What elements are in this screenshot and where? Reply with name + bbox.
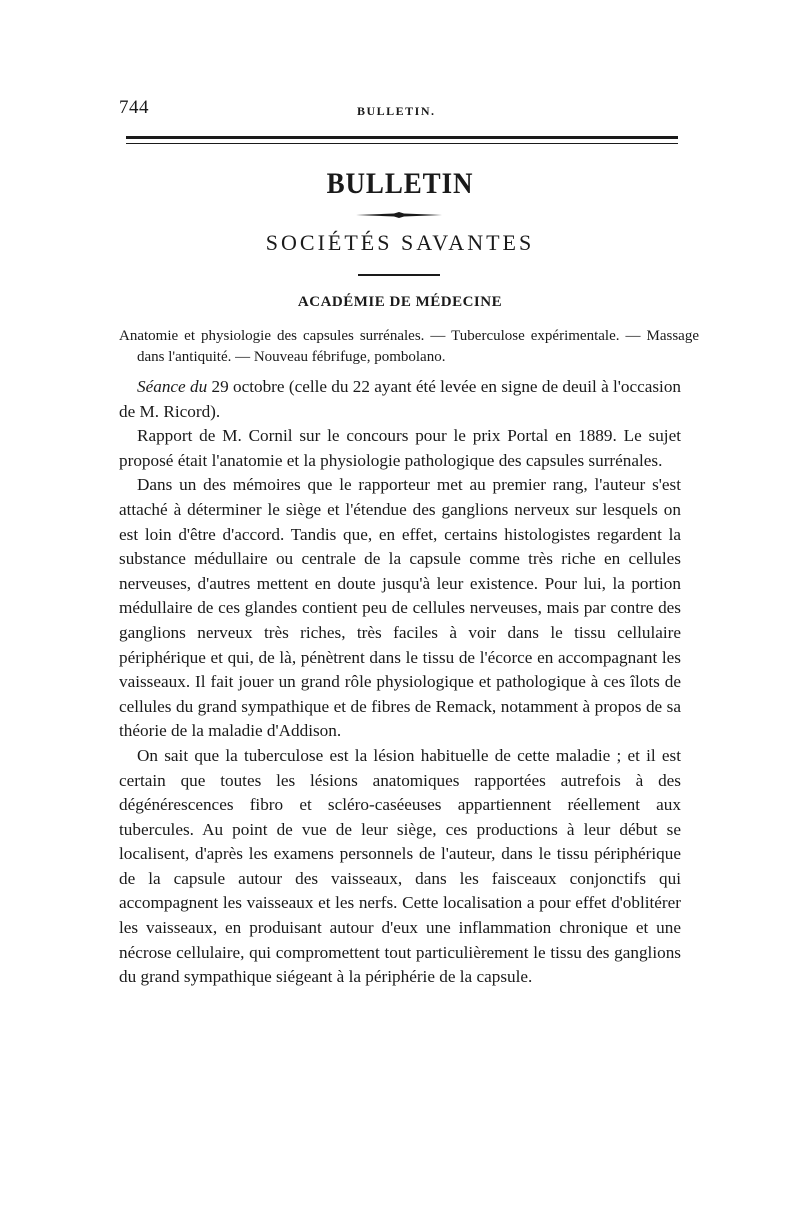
paragraph: Dans un des mémoires que le rapporteur met au premier rang, l'auteur s'est attaché à déterminer le siège et l'étendue des ganglions nerveux sur lesquels on est loin d'être d'accord. Tandis que, en effet, certains histologistes regardent la substance médullaire ou centrale de la capsule comme très riche en cellules nerveuses, d'autres mettent en doute jusqu'à leur existence. Pour lui, la portion médullaire de ces glandes contient peu de cellules nerveuses, mais par contre des ganglions nerveux très riches, très faciles à voir dans le tissu cellulaire périphérique et qui, de là, pénètrent dans le tissu de l'écorce en accompagnant les vaisseaux. Il fait jouer un grand rôle physiologique et pathologique à ces îlots de cellules du grand sympathique et de fibres de Remack, notamment à propos de sa théorie de la maladie d'Addison. xyxy=(119,475,681,741)
session-line xyxy=(119,375,681,424)
session-date: 29 octobre xyxy=(211,377,285,396)
paragraph: Rapport de M. Cornil sur le concours pour le prix Portal en 1889. Le sujet proposé était l'anatomie et la physiologie pathologique des capsules surrénales. xyxy=(119,426,681,470)
header-rule-thick xyxy=(126,136,678,139)
page-number: 744 xyxy=(119,97,149,118)
article-body xyxy=(119,375,681,990)
session-label: Séance du xyxy=(137,377,208,396)
running-head: BULLETIN. xyxy=(357,104,436,118)
section-title: BULLETIN xyxy=(326,167,474,200)
short-rule xyxy=(358,274,440,276)
academy-title: ACADÉMIE DE MÉDECINE xyxy=(297,294,503,310)
session-note: (celle du 22 ayant été levée en signe de deuil à l'occasion de M. Ricord). xyxy=(119,377,682,421)
ornament-divider xyxy=(356,212,442,218)
subsection-title: SOCIÉTÉS SAVANTES xyxy=(265,230,535,255)
paragraph: On sait que la tuberculose est la lésion habituelle de cette maladie ; et il est certain que toutes les lésions anatomiques rapportées autrefois à des dégénérescences fibro et scléro-caséeuses appartiennent réellement aux tubercules. Au point de vue de leur siège, ces productions à leur début se localisent, d'après les examens personnels de l'auteur, dans le tissu périphérique de la capsule autour des vaisseaux, dans les faisceaux conjonctifs qui accompagnent les vaisseaux et les nerfs. Cette localisation a pour effet d'oblitérer les vaisseaux, en produisant autour d'eux une inflammation chronique et une nécrose cellulaire, qui compromettent tout particulièrement le tissu des ganglions du grand sympathique siégeant à la périphérie de la capsule. xyxy=(119,745,681,987)
header-rule-thin xyxy=(126,143,678,144)
session-summary: Anatomie et physiologie des capsules surrénales. — Tuberculose expérimentale. — Massage dans l'antiquité. — Nouveau fébrifuge, pombolano. xyxy=(119,328,699,365)
